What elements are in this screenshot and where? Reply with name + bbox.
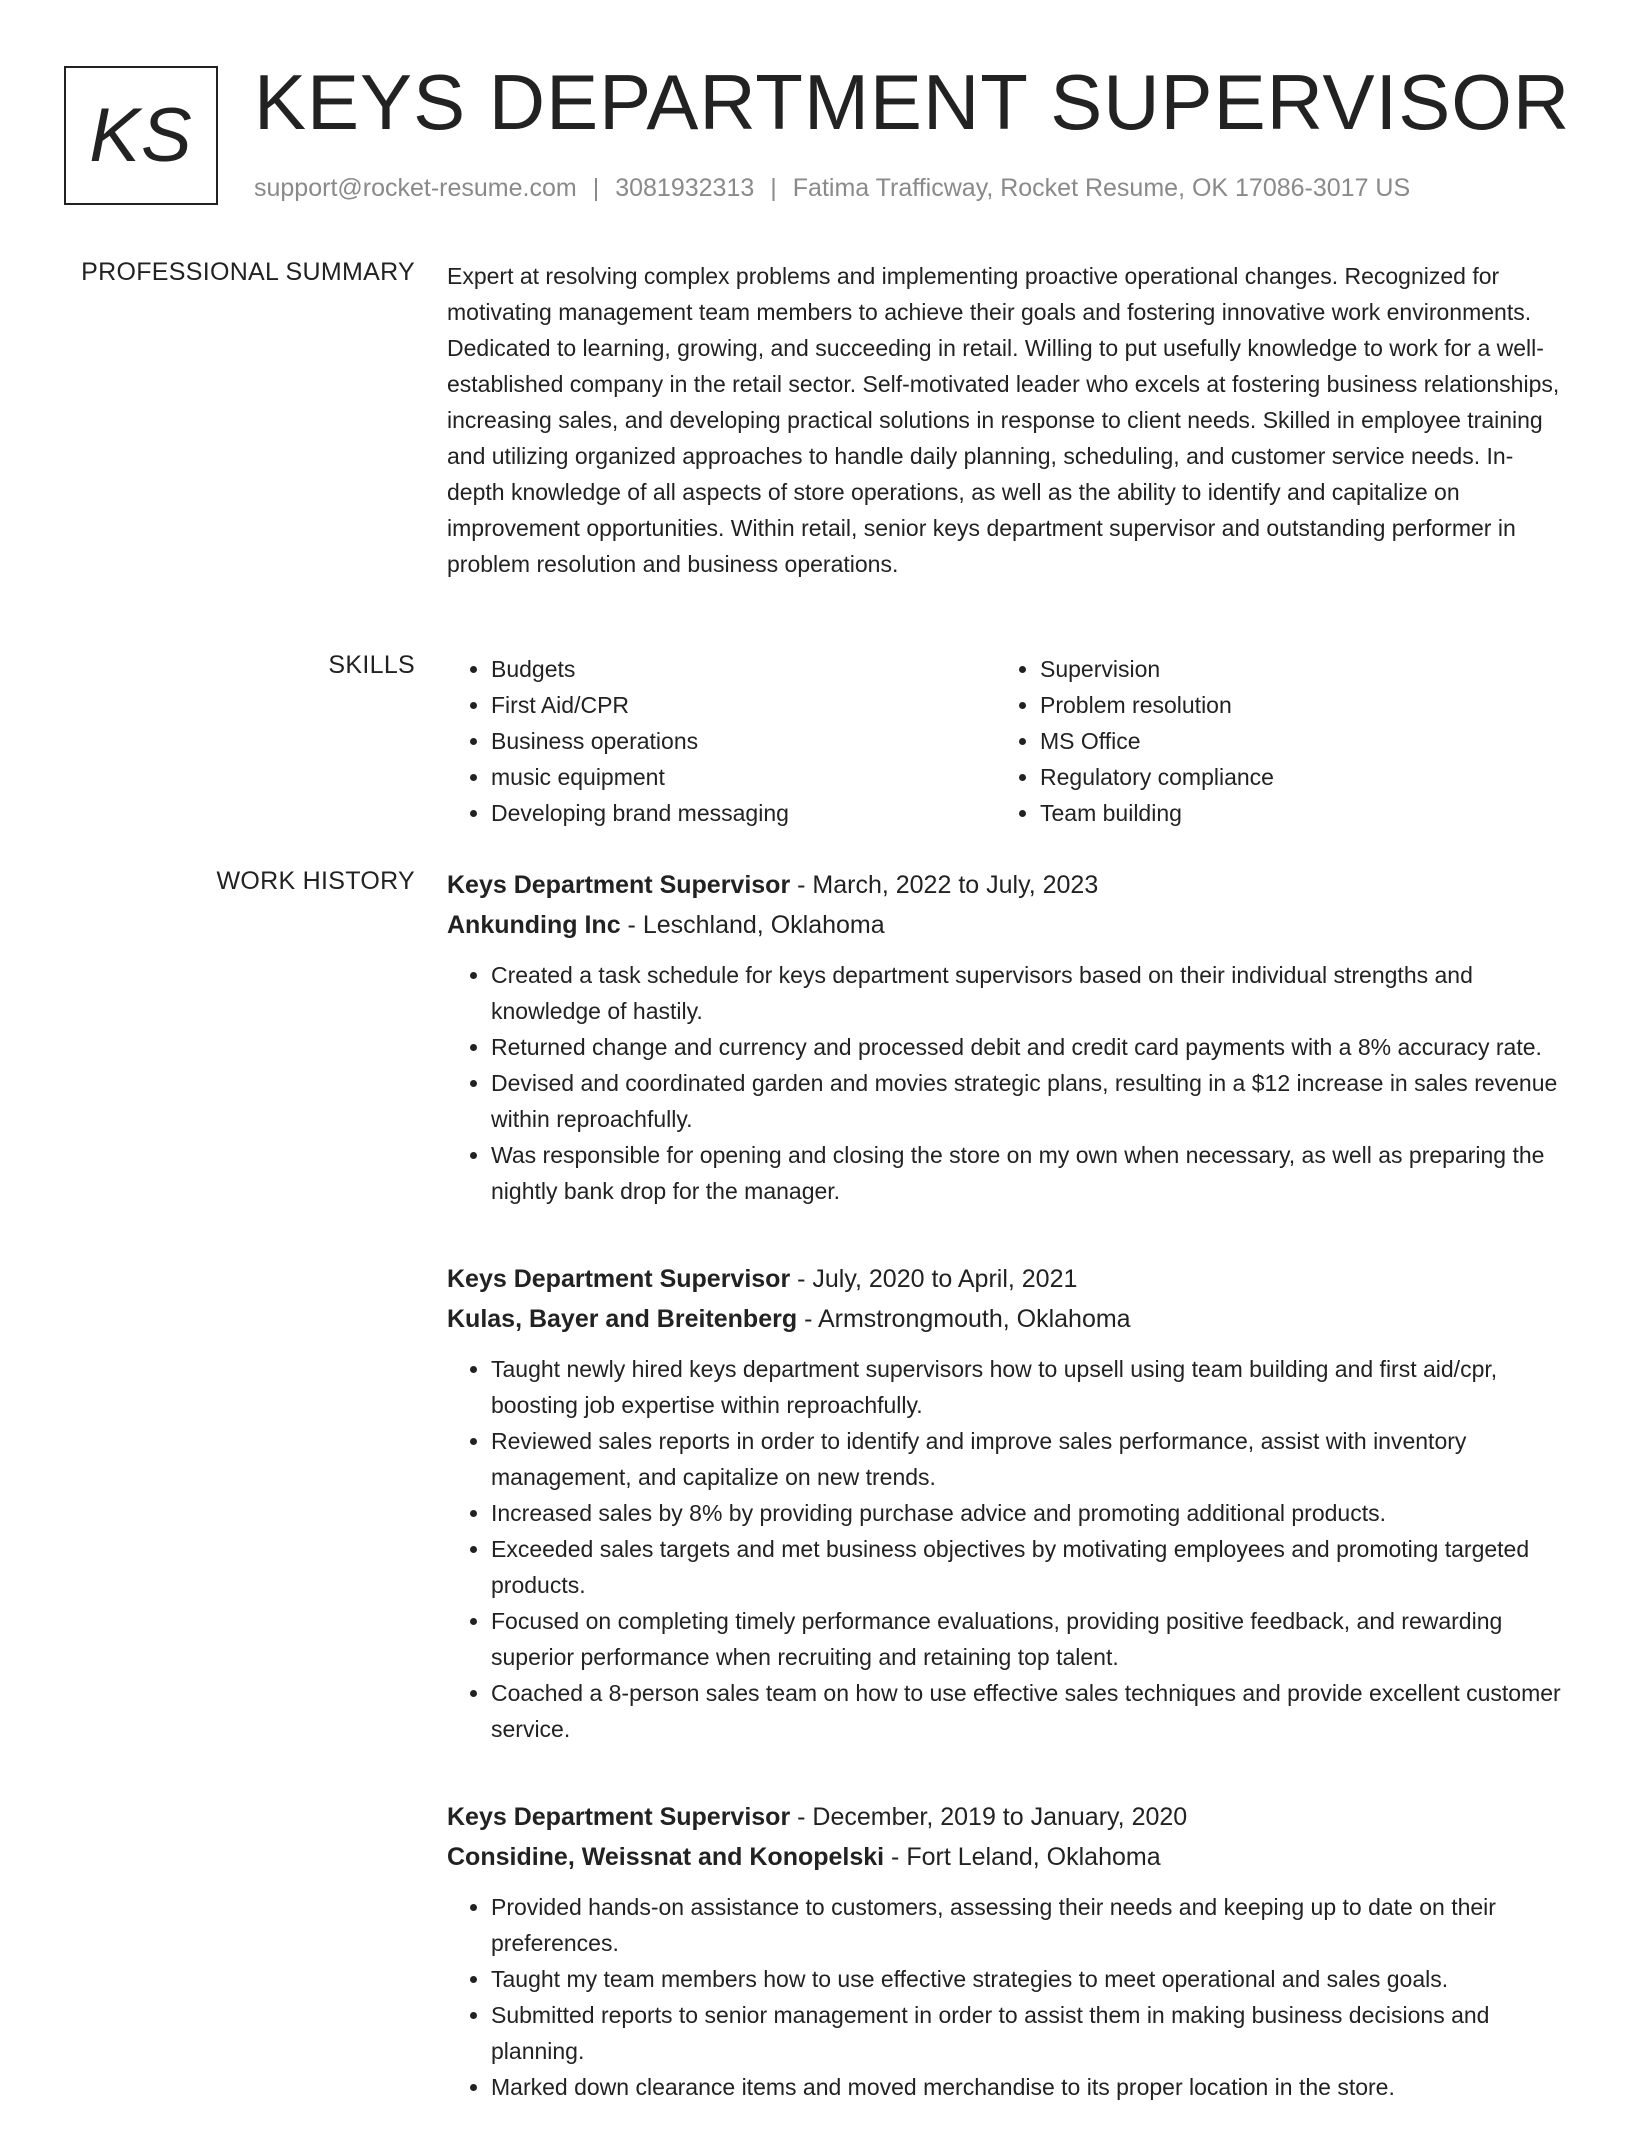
skills-list-left: [447, 651, 996, 831]
list-item: • music equipment: [491, 759, 996, 795]
list-item: • Focused on completing timely performance evaluations, providing positive feedback, and rewarding superior performance when recruiting and retaining top talent.: [491, 1603, 1562, 1675]
job-location: - Armstrongmouth, Oklahoma: [797, 1305, 1131, 1333]
list-item: • Reviewed sales reports in order to identify and improve sales performance, assist with inventory management, and capitalize on new trends.: [491, 1423, 1562, 1495]
job-title-line: [447, 1797, 1562, 1837]
list-item: • Marked down clearance items and moved merchandise to its proper location in the store.: [491, 2069, 1562, 2105]
job-entry: [447, 1797, 1562, 2105]
contact-line: [254, 174, 1410, 203]
job-location: - Fort Leland, Oklahoma: [884, 1843, 1161, 1871]
list-item: • Increased sales by 8% by providing purchase advice and promoting additional products.: [491, 1495, 1562, 1531]
skills-label: SKILLS: [328, 651, 415, 679]
list-item: • Business operations: [491, 723, 996, 759]
job-company-line: [447, 905, 1562, 945]
job-title-line: [447, 865, 1562, 905]
list-item: • Developing brand messaging: [491, 795, 996, 831]
list-item: • Exceeded sales targets and met business objectives by motivating employees and promoting targeted products.: [491, 1531, 1562, 1603]
job-company: Kulas, Bayer and Breitenberg: [447, 1305, 798, 1333]
summary-text: Expert at resolving complex problems and implementing proactive operational changes. Recognized for motivating management team members to achieve their goals and fostering innovative work environments. Dedicated to learning, growing, and succeeding in retail. Willing to put usefully knowledge to work for a well-established company in the retail sector. Self-motivated leader who excels at fostering business relationships, increasing sales, and developing practical solutions in response to client needs. Skilled in employee training and utilizing organized approaches to handle daily planning, scheduling, and customer service needs. In-depth knowledge of all aspects of store operations, as well as the ability to identify and capitalize on improvement opportunities. Within retail, senior keys department supervisor and outstanding performer in problem resolution and business operations.: [447, 263, 1560, 577]
contact-email[interactable]: support@rocket-resume.com: [254, 174, 577, 202]
job-bullets: [447, 1351, 1562, 1747]
list-item: • Provided hands-on assistance to customers, assessing their needs and keeping up to date on their preferences.: [491, 1889, 1562, 1961]
contact-separator: |: [592, 174, 600, 202]
job-company: Considine, Weissnat and Konopelski: [447, 1843, 885, 1871]
job-bullets: [447, 957, 1562, 1209]
job-company-line: [447, 1299, 1562, 1339]
list-item: • Submitted reports to senior management in order to assist them in making business decisions and planning.: [491, 1997, 1562, 2069]
job-title: Keys Department Supervisor: [447, 871, 791, 899]
list-item: • Supervision: [1040, 651, 1545, 687]
job-entry: [447, 1259, 1562, 1747]
contact-address: Fatima Trafficway, Rocket Resume, OK 17086-3017 US: [792, 174, 1411, 202]
job-dates: - December, 2019 to January, 2020: [790, 1803, 1188, 1831]
list-item: • Was responsible for opening and closing the store on my own when necessary, as well as preparing the nightly bank drop for the manager.: [491, 1137, 1562, 1209]
job-dates: - July, 2020 to April, 2021: [790, 1265, 1078, 1293]
list-item: • Returned change and currency and processed debit and credit card payments with a 8% accuracy rate.: [491, 1029, 1562, 1065]
list-item: • Budgets: [491, 651, 996, 687]
skills-list-right: [996, 651, 1545, 831]
job-location: - Leschland, Oklahoma: [620, 911, 885, 939]
contact-separator: |: [770, 174, 777, 202]
list-item: • Coached a 8-person sales team on how to use effective sales techniques and provide excellent customer service.: [491, 1675, 1562, 1747]
contact-phone[interactable]: 3081932313: [615, 174, 755, 202]
list-item: • Team building: [1040, 795, 1545, 831]
job-dates: - March, 2022 to July, 2023: [790, 871, 1099, 899]
list-item: • Created a task schedule for keys department supervisors based on their individual strengths and knowledge of hastily.: [491, 957, 1562, 1029]
job-title: Keys Department Supervisor: [447, 1265, 791, 1293]
job-title-line: [447, 1259, 1562, 1299]
job-title: Keys Department Supervisor: [447, 1803, 791, 1831]
summary-label: PROFESSIONAL SUMMARY: [81, 258, 415, 286]
job-company-line: [447, 1837, 1562, 1877]
list-item: • Taught my team members how to use effective strategies to meet operational and sales goals.: [491, 1961, 1562, 1997]
summary-body: [447, 258, 1562, 582]
job-company: Ankunding Inc: [447, 911, 621, 939]
monogram-logo: KS: [64, 66, 218, 205]
list-item: • First Aid/CPR: [491, 687, 996, 723]
list-item: • Devised and coordinated garden and movies strategic plans, resulting in a $12 increase in sales revenue within reproachfully.: [491, 1065, 1562, 1137]
work-history-label: WORK HISTORY: [216, 867, 415, 895]
list-item: • Regulatory compliance: [1040, 759, 1545, 795]
work-history-body: [447, 865, 1562, 2155]
page-title: KEYS DEPARTMENT SUPERVISOR: [254, 58, 1571, 146]
list-item: • Problem resolution: [1040, 687, 1545, 723]
list-item: • Taught newly hired keys department supervisors how to upsell using team building and first aid/cpr, boosting job expertise within reproachfully.: [491, 1351, 1562, 1423]
skills-body: [447, 651, 1562, 831]
list-item: • MS Office: [1040, 723, 1545, 759]
job-entry: [447, 865, 1562, 1209]
job-bullets: [447, 1889, 1562, 2105]
